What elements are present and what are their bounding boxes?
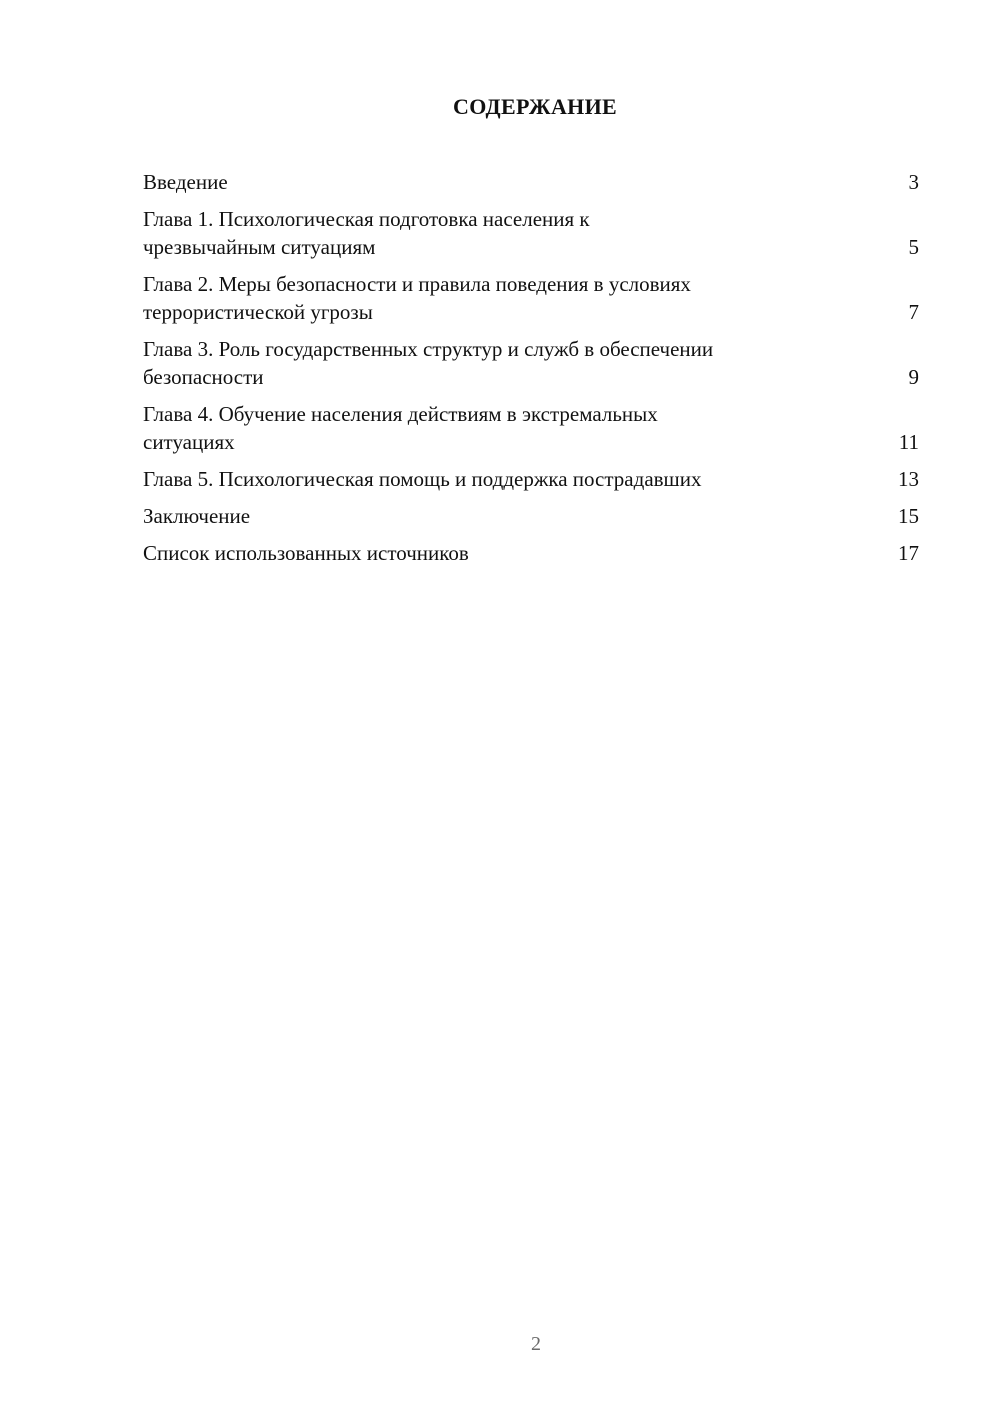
toc-entry-chapter-1 (143, 205, 919, 261)
toc-entry-page: 9 (908, 365, 919, 389)
toc-heading: СОДЕРЖАНИЕ (453, 94, 617, 119)
toc-entry-page: 5 (908, 235, 919, 259)
toc-entry-page: 15 (898, 504, 919, 528)
toc-entry-chapter-5 (143, 465, 919, 493)
table-of-contents (143, 168, 919, 576)
toc-entry-chapter-3 (143, 335, 919, 391)
toc-entry-references (143, 539, 919, 567)
toc-entry-page: 13 (898, 467, 919, 491)
toc-entry-title: Глава 2. Меры безопасности и правила поведения в условиях террористической угрозы (143, 272, 691, 324)
toc-entry-title: Введение (143, 170, 228, 194)
toc-entry-page: 3 (908, 170, 919, 194)
toc-entry-title: Заключение (143, 504, 251, 528)
toc-entry-page: 17 (898, 541, 919, 565)
toc-entry-introduction (143, 168, 919, 196)
toc-entry-title: Глава 1. Психологическая подготовка населения к чрезвычайным ситуациям (143, 207, 590, 259)
toc-entry-title: Глава 5. Психологическая помощь и поддержка пострадавших (143, 467, 702, 491)
toc-entry-chapter-2 (143, 270, 919, 326)
toc-entry-page: 7 (908, 300, 919, 324)
toc-entry-page: 11 (898, 430, 919, 454)
toc-entry-conclusion (143, 502, 919, 530)
page-number: 2 (531, 1333, 541, 1355)
toc-entry-title: Глава 3. Роль государственных структур и служб в обеспечении безопасности (143, 337, 714, 389)
toc-entry-title: Глава 4. Обучение населения действиям в экстремальных ситуациях (143, 402, 658, 454)
toc-entry-title: Список использованных источников (143, 541, 469, 565)
toc-entry-chapter-4 (143, 400, 919, 456)
